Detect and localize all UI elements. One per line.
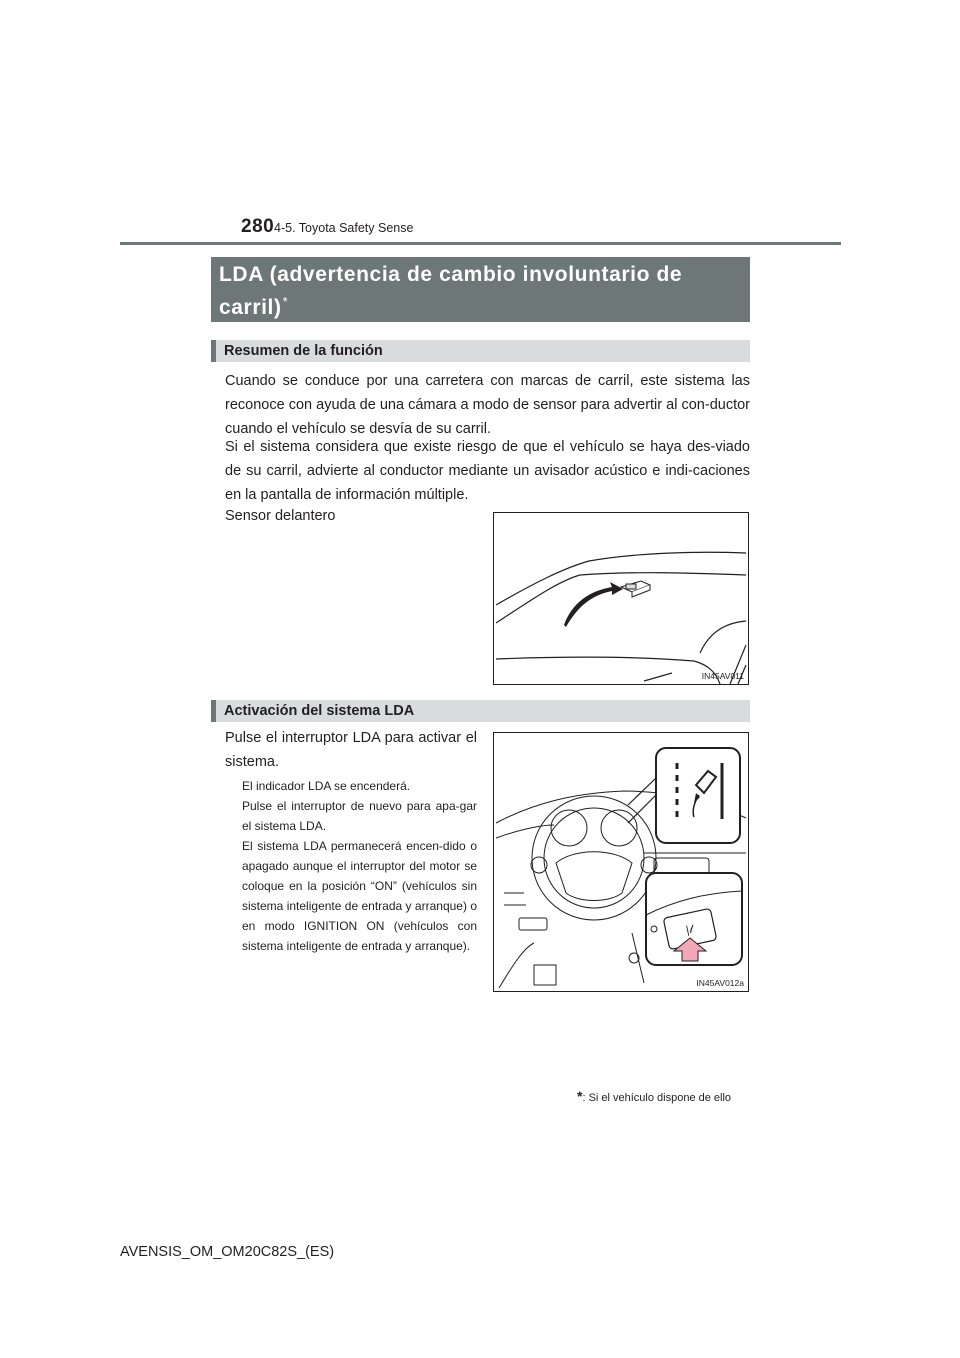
front-sensor-illustration [493, 512, 749, 685]
header-rule [120, 242, 841, 245]
figure-code: IN45AV011 [701, 671, 744, 681]
subheading-text: Resumen de la función [224, 343, 383, 359]
svg-text:|𝓁: |𝓁 [685, 923, 694, 937]
footnote [577, 1088, 731, 1104]
note: El indicador LDA se encenderá. [242, 779, 411, 793]
subheading-bar [211, 700, 216, 722]
footnote-text: : Si el vehículo dispone de ello [582, 1092, 732, 1104]
steering-wheel-switch-drawing [494, 733, 748, 991]
subheading-text: Activación del sistema LDA [224, 703, 415, 719]
figure-caption: Sensor delantero [225, 508, 336, 524]
notes-block [242, 776, 477, 956]
note: El sistema LDA permanecerá encen-dido o apagado aunque el interruptor del motor se coloque en la posición “ON” (vehículos sin sistema inteligente de entrada y arranque) o en modo IGNITION ON (vehículos con sistema inteligente de entrada y arranque). [242, 839, 477, 953]
paragraph: Si el sistema considera que existe riesgo de que el vehículo se haya des-viado de su carril, advierte al conductor mediante un avisador acústico e indi-caciones en la pantalla de información múltiple. [225, 439, 750, 503]
title-footnote-marker: * [282, 294, 289, 309]
page-title-box [211, 257, 750, 322]
subheading-function-summary [211, 340, 750, 362]
windshield-sensor-drawing [494, 513, 748, 684]
paragraph: Pulse el interruptor LDA para activar el sistema. [225, 730, 477, 770]
page-number: 280 [241, 216, 275, 237]
figure-code: IN45AV012a [696, 978, 744, 988]
subheading-bar [211, 340, 216, 362]
section-label: 4-5. Toyota Safety Sense [274, 221, 414, 235]
note: Pulse el interruptor de nuevo para apa-gar el sistema LDA. [242, 799, 477, 833]
document-code: AVENSIS_OM_OM20C82S_(ES) [120, 1244, 335, 1260]
page-title: LDA (advertencia de cambio involuntario de carril)* [219, 263, 683, 319]
footnote-marker: * [577, 1088, 583, 1104]
subheading-lda-activation [211, 700, 750, 722]
lda-switch-illustration [493, 732, 749, 992]
paragraph: Cuando se conduce por una carretera con marcas de carril, este sistema las reconoce con ayuda de una cámara a modo de sensor para advertir al con-ductor cuando el vehículo se desvía de su carril. [225, 373, 750, 437]
